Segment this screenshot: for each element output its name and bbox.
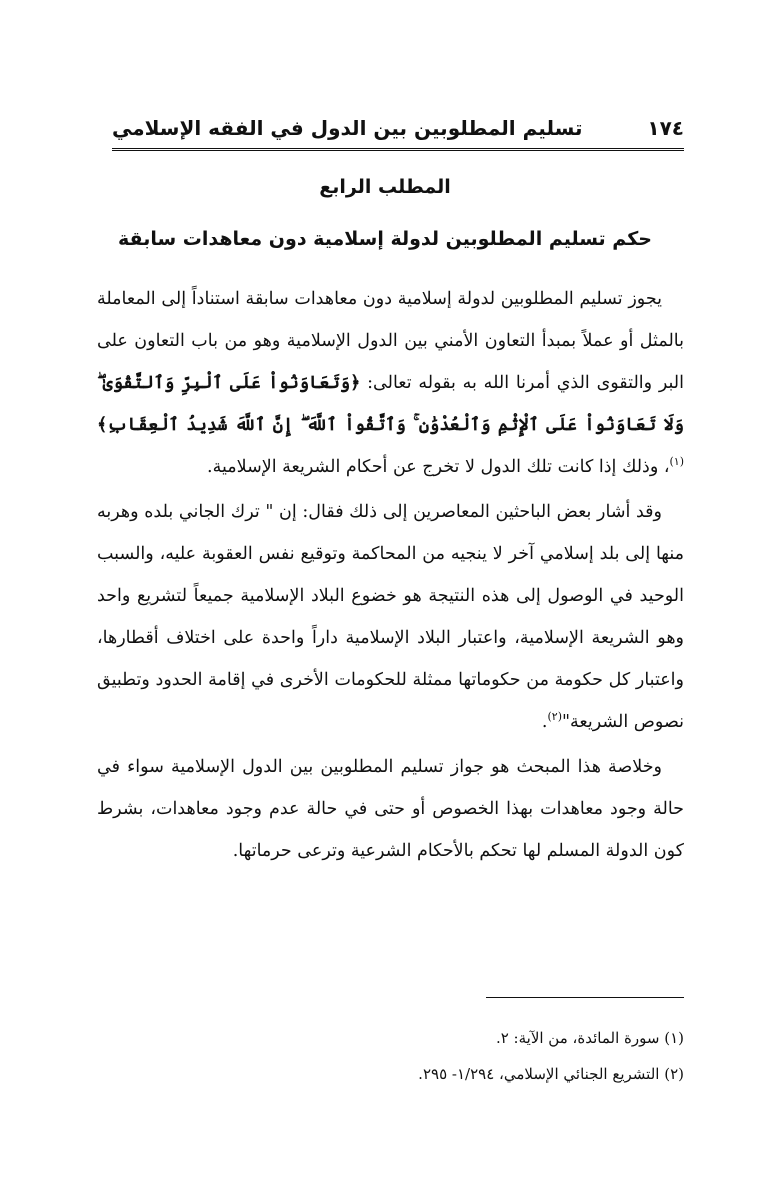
- paragraph-2-end: .: [541, 712, 548, 732]
- paragraph-1-text-a: يجوز تسليم المطلوبين لدولة إسلامية دون معاهدات سابقة استناداً إلى المعاملة بالمثل أو عملاً بمبدأ التعاون الأمني بين الدول الإسلامية وهو من باب التعاون على البر والتقوى الذي أمرنا الله به بقوله تعالى:: [97, 289, 684, 393]
- quran-verse: ﴿وَتَعَاوَنُواْ عَلَى ٱلْبِرِّ وَٱلتَّقْوَىٰ ۖ وَلَا تَعَاوَنُواْ عَلَى ٱلْإِثْمِ وَٱلْعُدْوَٰنِ ۚ وَٱتَّقُواْ ٱللَّهَ ۖ إِنَّ ٱللَّهَ شَدِيدُ ٱلْعِقَابِ﴾: [97, 373, 684, 435]
- running-title: تسليم المطلوبين بين الدول في الفقه الإسلامي: [112, 116, 583, 140]
- section-label: المطلب الرابع: [319, 176, 451, 198]
- section-title: حكم تسليم المطلوبين لدولة إسلامية دون معاهدات سابقة: [118, 228, 652, 250]
- body-text: [97, 278, 684, 875]
- footnotes: [97, 1020, 684, 1092]
- paragraph-1-text-b: ، وذلك إذا كانت تلك الدول لا تخرج عن أحكام الشريعة الإسلامية.: [207, 457, 670, 477]
- paragraph-3-text: وخلاصة هذا المبحث هو جواز تسليم المطلوبين بين الدول الإسلامية سواء في حالة وجود معاهدات بهذا الخصوص أو حتى في حالة عدم وجود معاهدات، بشرط كون الدولة المسلم لها تحكم بالأحكام الشرعية وترعى حرماتها.: [97, 757, 684, 861]
- paragraph-2: [97, 491, 684, 743]
- paragraph-1: [97, 278, 684, 488]
- page-number: ١٧٤: [647, 116, 684, 140]
- footnote-ref-2: (٢): [547, 710, 562, 724]
- footnote-ref-1: (١): [669, 455, 684, 469]
- footnote-divider: [486, 997, 684, 998]
- footnote-1: (١) سورة المائدة، من الآية: ٢.: [495, 1029, 684, 1047]
- paragraph-2-text: وقد أشار بعض الباحثين المعاصرين إلى ذلك فقال: إن " ترك الجاني بلده وهربه منها إلى بلد إسلامي آخر لا ينجيه من المحاكمة وتوقيع نفس العقوبة عليه، والسبب الوحيد في الوصول إلى هذه النتيجة هو خضوع البلاد الإسلامية جميعاً لتشريع واحد وهو الشريعة الإسلامية، واعتبار البلاد الإسلامية داراً واحدة على اختلاف أقطارها، واعتبار كل حكومة من حكوماتها ممثلة للحكومات الأخرى في إقامة الحدود وتطبيق نصوص الشريعة": [97, 502, 684, 732]
- running-header: [112, 112, 684, 151]
- paragraph-3: [97, 746, 684, 872]
- footnote-2: (٢) التشريع الجنائي الإسلامي، ١/٢٩٤- ٢٩٥.: [418, 1065, 684, 1083]
